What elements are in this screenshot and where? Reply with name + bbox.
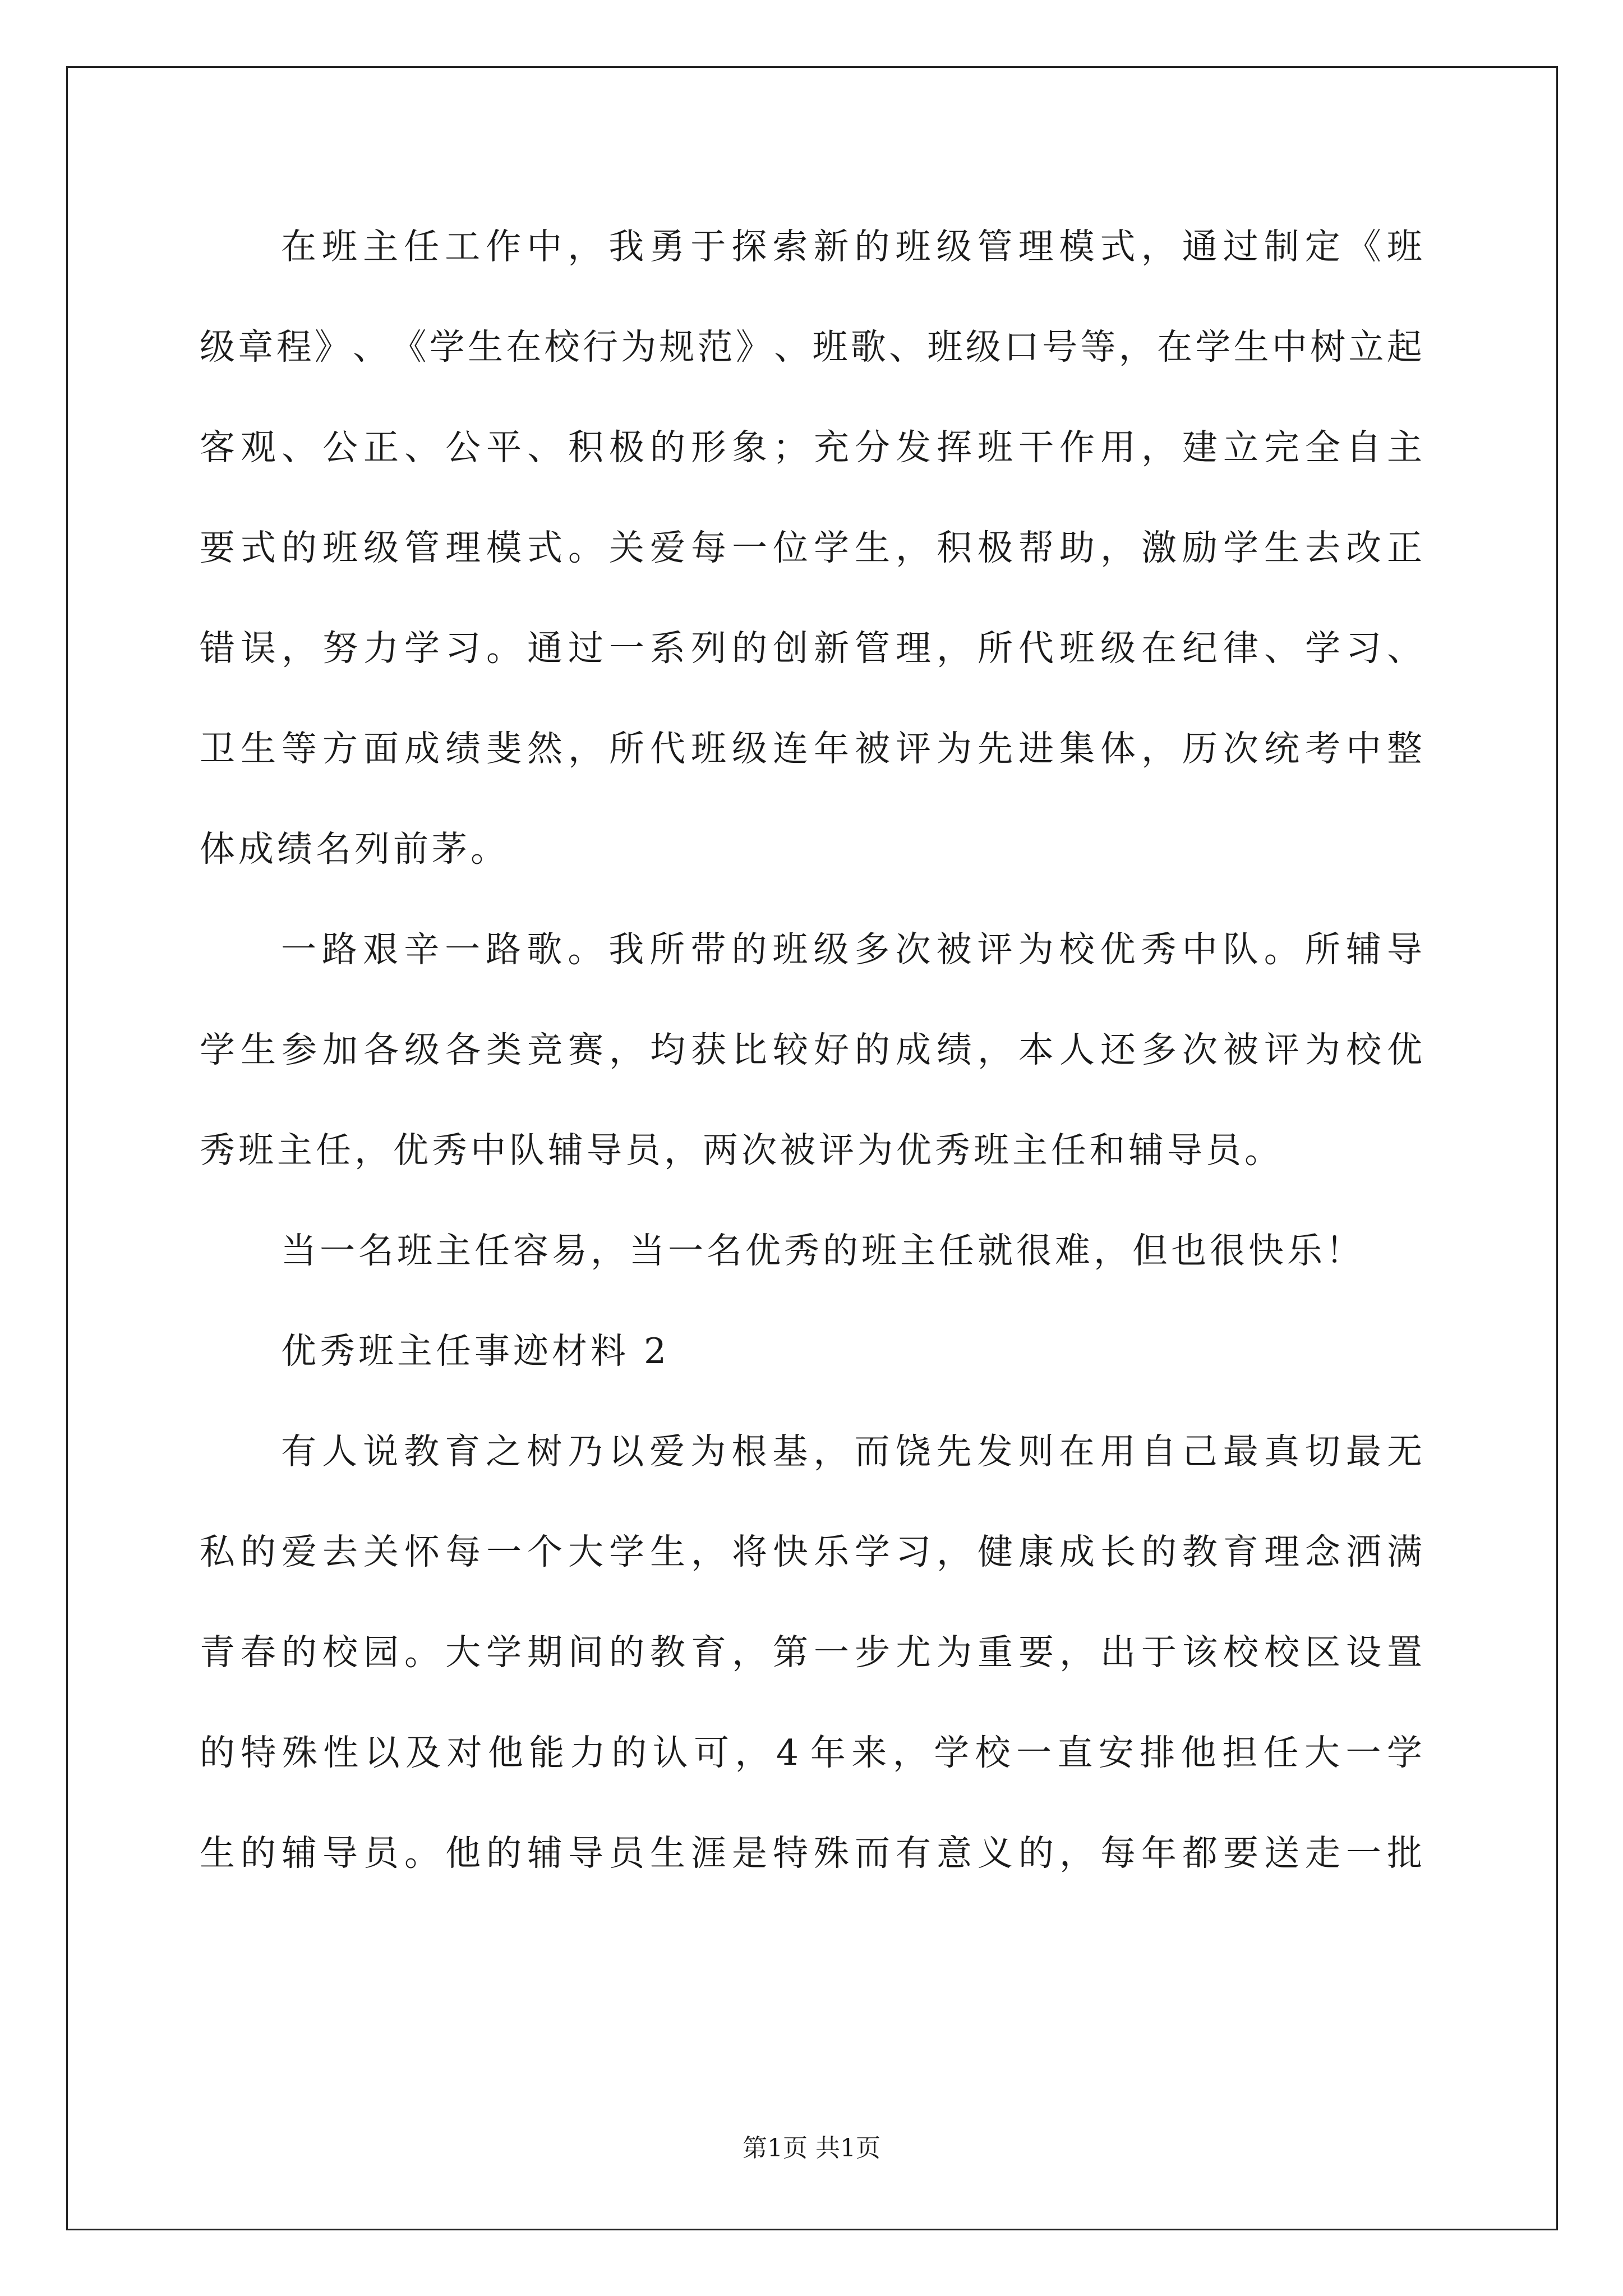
- text-line: 生 的 辅 导 员 。 他 的 辅 导 员 生 涯 是 特 殊 而 有 意 义 的 ， 每 年 都 要 送 走 一 批: [200, 1833, 1422, 1874]
- text-line: 的 特 殊 性 以 及 对 他 能 力 的 认 可 ， 4 年 来 ， 学 校 一 直 安 排 他 担 任 大 一 学: [200, 1732, 1422, 1773]
- document-body: [200, 213, 1422, 1920]
- text-line: 秀班主任，优秀中队辅导员，两次被评为优秀班主任和辅导员。: [200, 1130, 1283, 1171]
- text-line: 当一名班主任容易，当一名优秀的班主任就很难，但也很快乐！: [281, 1230, 1364, 1271]
- text-line: 一 路 艰 辛 一 路 歌 。 我 所 带 的 班 级 多 次 被 评 为 校 优 秀 中 队 。 所 辅 导: [281, 929, 1422, 970]
- text-line: 优秀班主任事迹材料 2: [281, 1331, 670, 1372]
- text-line: 私 的 爱 去 关 怀 每 一 个 大 学 生 ， 将 快 乐 学 习 ， 健 康 成 长 的 教 育 理 念 洒 满: [200, 1531, 1422, 1572]
- text-line: 学 生 参 加 各 级 各 类 竞 赛 ， 均 获 比 较 好 的 成 绩 ， 本 人 还 多 次 被 评 为 校 优: [200, 1029, 1422, 1070]
- text-line: 青 春 的 校 园 。 大 学 期 间 的 教 育 ， 第 一 步 尤 为 重 要 ， 出 于 该 校 校 区 设 置: [200, 1632, 1422, 1673]
- text-line: 级 章 程 》 、 《 学 生 在 校 行 为 规 范 》 、 班 歌 、 班 级 口 号 等 ， 在 学 生 中 树 立 起: [200, 326, 1422, 367]
- text-line: 在 班 主 任 工 作 中 ， 我 勇 于 探 索 新 的 班 级 管 理 模 式 ， 通 过 制 定 《 班: [281, 226, 1422, 267]
- text-line: 体成绩名列前茅。: [200, 829, 509, 869]
- page-footer: 第1页 共1页: [743, 2134, 880, 2162]
- text-line: 客 观 、 公 正 、 公 平 、 积 极 的 形 象 ； 充 分 发 挥 班 干 作 用 ， 建 立 完 全 自 主: [200, 427, 1422, 468]
- text-line: 错 误 ， 努 力 学 习 。 通 过 一 系 列 的 创 新 管 理 ， 所 代 班 级 在 纪 律 、 学 习 、: [200, 628, 1422, 669]
- text-line: 要 式 的 班 级 管 理 模 式 。 关 爱 每 一 位 学 生 ， 积 极 帮 助 ， 激 励 学 生 去 改 正: [200, 527, 1422, 568]
- text-line: 卫 生 等 方 面 成 绩 斐 然 ， 所 代 班 级 连 年 被 评 为 先 进 集 体 ， 历 次 统 考 中 整: [200, 728, 1422, 769]
- text-line: 有 人 说 教 育 之 树 乃 以 爱 为 根 基 ， 而 饶 先 发 则 在 用 自 己 最 真 切 最 无: [281, 1431, 1422, 1472]
